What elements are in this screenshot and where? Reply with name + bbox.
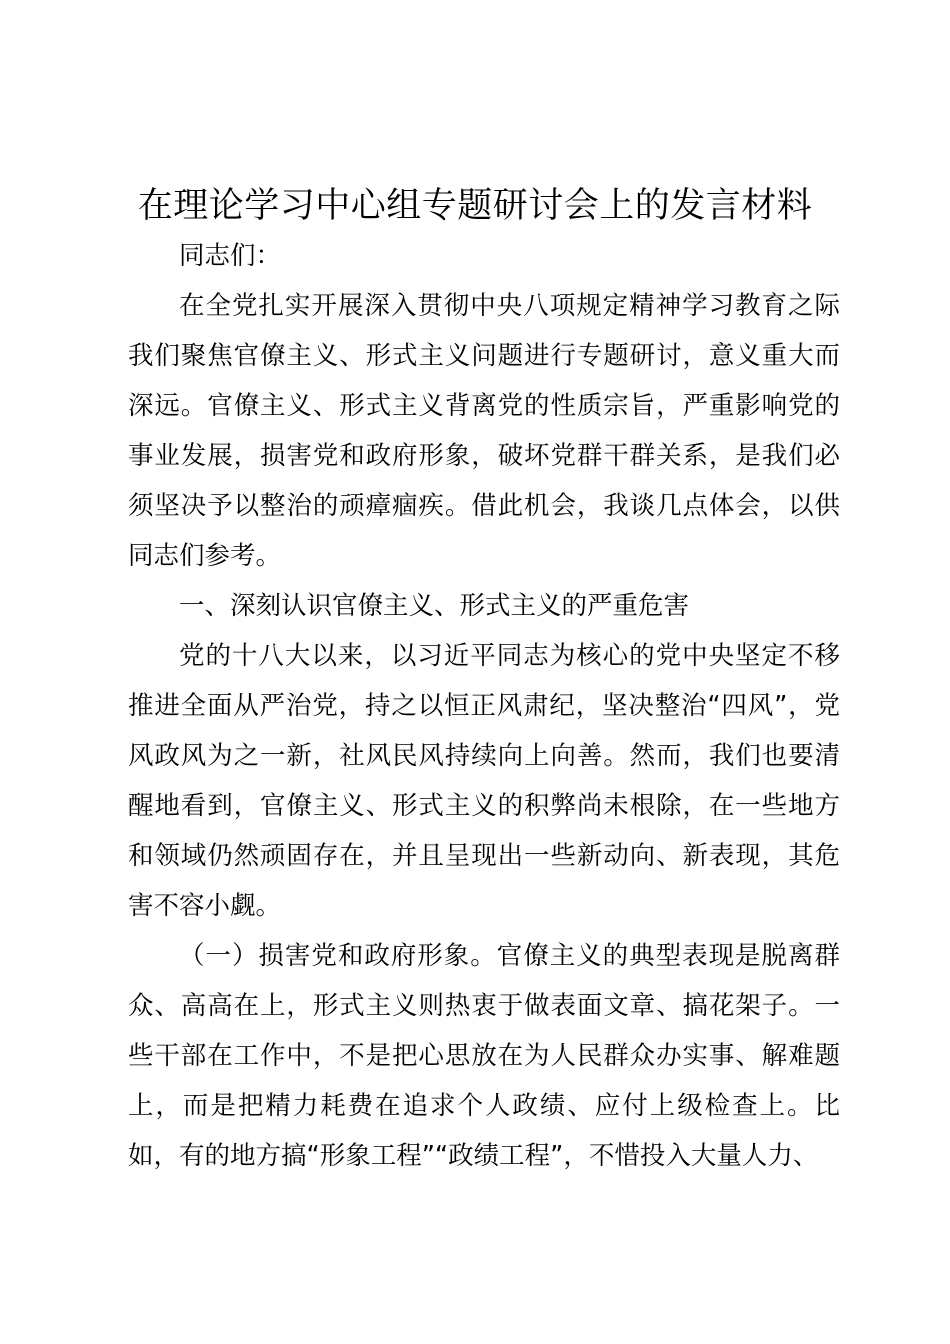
paragraph-point-1: （一）损害党和政府形象。官僚主义的典型表现是脱离群众、高高在上，形式主义则热衷于做表面文章、搞花架子。一些干部在工作中，不是把心思放在为人民群众办实事、解难题上，而是把精力耗费在追求个人政绩、应付上级检查上。比如，有的地方搞“形象工程”“政绩工程”，不惜投入大量人力、 [128, 941, 840, 1171]
document-body [128, 231, 840, 1181]
section-heading-1: 一、深刻认识官僚主义、形式主义的严重危害 [179, 591, 690, 621]
salutation: 同志们： [179, 241, 282, 271]
document-title: 在理论学习中心组专题研讨会上的发言材料 [137, 186, 813, 226]
paragraph-intro: 在全党扎实开展深入贯彻中央八项规定精神学习教育之际我们聚焦官僚主义、形式主义问题进行专题研讨，意义重大而深远。官僚主义、形式主义背离党的性质宗旨，严重影响党的事业发展，损害党和政府形象，破坏党群干群关系，是我们必须坚决予以整治的顽瘴痼疾。借此机会，我谈几点体会，以供同志们参考。 [128, 291, 840, 571]
paragraph-background: 党的十八大以来，以习近平同志为核心的党中央坚定不移推进全面从严治党，持之以恒正风肃纪，坚决整治“四风”，党风政风为之一新，社风民风持续向上向善。然而，我们也要清醒地看到，官僚主义、形式主义的积弊尚未根除，在一些地方和领域仍然顽固存在，并且呈现出一些新动向、新表现，其危害不容小觑。 [128, 641, 840, 921]
